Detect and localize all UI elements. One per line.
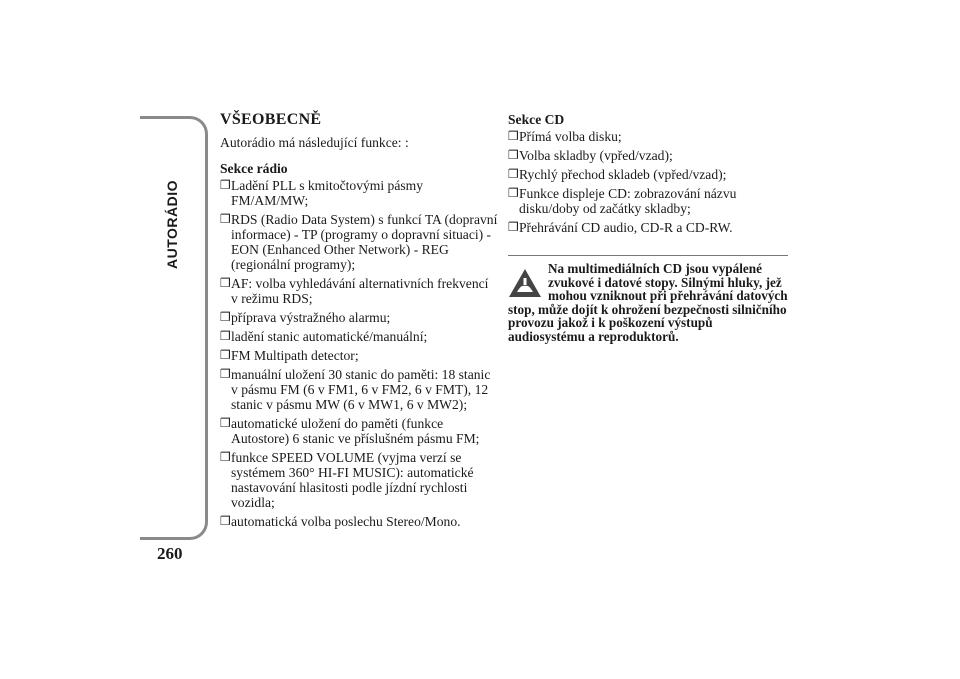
page-title: VŠEOBECNĚ (220, 111, 322, 128)
list-item (508, 186, 788, 216)
checkbox-bullet-icon: ❒ (220, 178, 231, 192)
list-item (220, 178, 498, 208)
checkbox-bullet-icon: ❒ (220, 450, 231, 464)
warning-triangle-icon (508, 268, 542, 298)
checkbox-bullet-icon: ❒ (508, 220, 519, 234)
page-number: 260 (157, 544, 183, 563)
list-item-text: Funkce displeje CD: zobrazování názvu disku/doby od začátky skladby; (519, 186, 737, 216)
checkbox-bullet-icon: ❒ (220, 514, 231, 528)
list-item (220, 212, 498, 272)
checkbox-bullet-icon: ❒ (220, 329, 231, 343)
list-item (508, 129, 788, 144)
checkbox-bullet-icon: ❒ (508, 148, 519, 162)
cd-section-title: Sekce CD (508, 112, 565, 127)
list-item (508, 167, 788, 182)
list-item (220, 367, 498, 412)
checkbox-bullet-icon: ❒ (220, 348, 231, 362)
checkbox-bullet-icon: ❒ (220, 367, 231, 381)
checkbox-bullet-icon: ❒ (508, 186, 519, 200)
list-item-text: Rychlý přechod skladeb (vpřed/vzad); (519, 167, 727, 182)
warning-box (508, 255, 788, 344)
list-item (220, 450, 498, 510)
checkbox-bullet-icon: ❒ (220, 212, 231, 226)
list-item (220, 329, 498, 344)
list-item (220, 310, 498, 325)
list-item-text: automatická volba poslechu Stereo/Mono. (231, 514, 461, 529)
list-item (220, 514, 498, 529)
radio-feature-list (220, 178, 498, 529)
checkbox-bullet-icon: ❒ (220, 416, 231, 430)
list-item-text: funkce SPEED VOLUME (vyjma verzí se systémem 360° HI-FI MUSIC): automatické nastavování hlasitosti podle jízdní rychlosti vozidla; (231, 450, 474, 510)
warning-text: Na multimediálních CD jsou vypálené zvukové i datové stopy. Silnými hluky, jež mohou vzniknout při přehrávání datových stop, může dojít k ohrožení bezpečnosti silničního provozu jakož i k poškození výstupů audiosystému a reproduktorů. (508, 261, 788, 344)
list-item (508, 220, 788, 235)
list-item-text: Přímá volba disku; (519, 129, 622, 144)
list-item-text: Ladění PLL s kmitočtovými pásmy FM/AM/MW; (231, 178, 424, 208)
list-item (220, 348, 498, 363)
list-item (508, 148, 788, 163)
list-item-text: RDS (Radio Data System) s funkcí TA (dopravní informace) - TP (programy o dopravní situaci) - EON (Enhanced Other Network) - REG (regionální programy); (231, 212, 498, 272)
list-item (220, 416, 498, 446)
list-item (220, 276, 498, 306)
list-item-text: Volba skladby (vpřed/vzad); (519, 148, 673, 163)
right-column (508, 112, 788, 344)
list-item-text: FM Multipath detector; (231, 348, 359, 363)
list-item-text: ladění stanic automatické/manuální; (231, 329, 428, 344)
section-side-label: AUTORÁDIO (164, 180, 180, 270)
left-column (220, 112, 498, 533)
list-item-text: příprava výstražného alarmu; (231, 310, 391, 325)
checkbox-bullet-icon: ❒ (220, 310, 231, 324)
list-item-text: Přehrávání CD audio, CD-R a CD-RW. (519, 220, 733, 235)
checkbox-bullet-icon: ❒ (508, 167, 519, 181)
list-item-text: AF: volba vyhledávání alternativních frekvencí v režimu RDS; (231, 276, 489, 306)
cd-feature-list (508, 129, 788, 235)
intro-text: Autorádio má následující funkce: : (220, 135, 409, 150)
checkbox-bullet-icon: ❒ (220, 276, 231, 290)
list-item-text: automatické uložení do paměti (funkce Autostore) 6 stanic ve příslušném pásmu FM; (231, 416, 480, 446)
radio-section-title: Sekce rádio (220, 161, 288, 176)
list-item-text: manuální uložení 30 stanic do paměti: 18 stanic v pásmu FM (6 v FM1, 6 v FM2, 6 v FMT), 12 stanic v pásmu MW (6 v MW1, 6 v MW2); (231, 367, 491, 412)
checkbox-bullet-icon: ❒ (508, 129, 519, 143)
